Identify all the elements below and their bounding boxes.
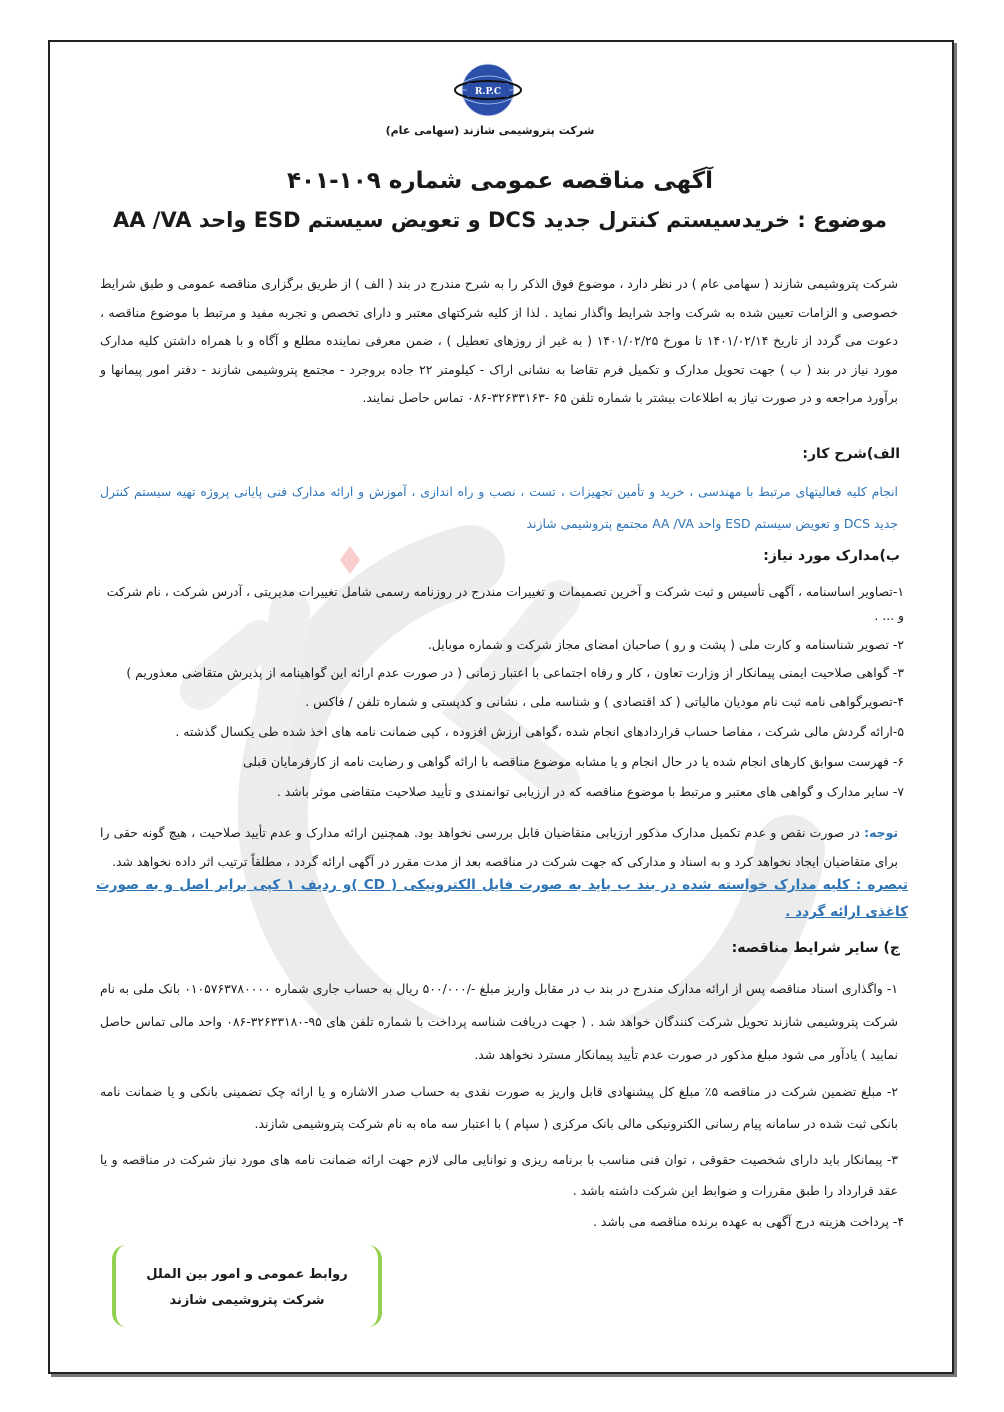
section-c-heading: ج) سایر شرایط مناقصه: bbox=[731, 940, 900, 956]
section-b-item-2: ۲- تصویر شناسنامه و کارت ملی ( پشت و رو ) صاحبان امضای مجاز شرکت و شماره موبایل. bbox=[427, 637, 904, 652]
rpc-logo-icon bbox=[452, 60, 522, 124]
note-text: در صورت نقص و عدم تکمیل مدارک مذکور ارزیابی متقاضیان قابل بررسی نخواهد بود. همچنین ارائه مدارک و عدم تأیید صلاحیت ، هیچ گونه حقی را برای متقاضیان ایجاد نخواهد کرد و به اسناد و مدارکی که جهت شرکت در مناقصه بعد از مدت مقرر در آگهی ارائه گردد ، مطلقاً ترتیب اثر داده نخواهد شد. bbox=[100, 825, 898, 869]
note-label: توجه: bbox=[864, 825, 898, 840]
signature-line-2: شرکت پتروشیمی شازند bbox=[169, 1293, 325, 1308]
section-a-body: انجام کلیه فعالیتهای مرتبط با مهندسی ، خرید و تأمین تجهیزات ، تست ، نصب و راه اندازی ، آموزش و ارائه مدارک فنی پایانی پروژه تهیه سیستم کنترل جدید DCS و تعویض سیستم ESD واحد AA /VA مجتمع پتروشیمی شازند bbox=[100, 484, 898, 531]
tender-title: آگهی مناقصه عمومی شماره ۱۰۹-۴۰۱ bbox=[286, 168, 714, 194]
signature-line-1: روابط عمومی و امور بین الملل bbox=[146, 1267, 348, 1282]
section-c-item-3: ۳- پیمانکار باید دارای شخصیت حقوقی ، توان فنی مناسب با برنامه ریزی و توانایی مالی لازم جهت ارائه ضمانت نامه های مورد نیاز شرکت در مناقصه و یا عقد قرارداد را طبق مقررات و ضوابط این شرکت داشته باشد . bbox=[100, 1152, 898, 1198]
signature-box bbox=[112, 1245, 382, 1327]
section-b-item-1: ۱-تصاویر اساسنامه ، آگهی تأسیس و ثبت شرکت و آخرین تصمیمات و تغییرات مندرج در روزنامه رسمی شامل تغییرات مدیریتی ، آدرس شرکت ، نام شرکت و ... . bbox=[106, 584, 904, 623]
section-b-item-4: ۴-تصویرگواهی نامه ثبت نام مودیان مالیاتی ( کد اقتصادی ) و شناسه ملی ، نشانی و کدپستی و شماره تلفن / فاکس . bbox=[305, 694, 904, 709]
company-caption: شرکت پتروشیمی شازند (سهامی عام) bbox=[385, 124, 595, 137]
tender-subject: موضوع : خریدسیستم کنترل جدید DCS و تعویض سیستم ESD واحد AA /VA bbox=[112, 208, 888, 232]
section-b-item-3: ۳- گواهی صلاحیت ایمنی پیمانکار از وزارت تعاون ، کار و رفاه اجتماعی با اعتبار زمانی ( در صورت عدم ارائه این گواهینامه از پذیرش متقاضی معذوریم ) bbox=[126, 665, 904, 680]
intro-paragraph: شرکت پتروشیمی شازند ( سهامی عام ) در نظر دارد ، موضوع فوق الذکر را به شرح مندرج در بند ( الف ) از طریق برگزاری مناقصه عمومی و طبق شرایط خصوصی و الزامات تعیین شده به شرکت واجد شرایط واگذار نماید . لذا از کلیه شرکتهای معتبر و دارای تخصص و تجربه مفید و مرتبط با موضوع مناقصه ، دعوت می گردد از تاریخ ۱۴۰۱/۰۲/۱۴ تا مورخ ۱۴۰۱/۰۲/۲۵ ( به غیر از روزهای تعطیل ) ، ضمن معرفی نماینده مطلع و آگاه و با همراه داشتن کلیه مدارک مورد نیاز در بند ( ب ) جهت تحویل مدارک و تکمیل فرم تقاضا به نشانی اراک - کیلومتر ۲۲ جاده بروجرد - مجتمع پتروشیمی شازند - دفتر امور پیمانها و برآورد مراجعه و در صورت نیاز به اطلاعات بیشتر با شماره تلفن ۶۵ -۳۲۶۳۳۱۶۳-۰۸۶ تماس حاصل نمایند. bbox=[100, 276, 898, 405]
section-b-item-6: ۶- فهرست سوابق کارهای انجام شده یا در حال انجام و یا مشابه موضوع مناقصه با ارائه گواهی و رضایت نامه از کارفرمایان قبلی bbox=[242, 754, 904, 769]
svg-text:R.P.C: R.P.C bbox=[474, 87, 502, 97]
section-c-item-1: ۱- واگذاری اسناد مناقصه پس از ارائه مدارک مندرج در بند ب در مقابل واریز مبلغ -/۵۰۰/۰۰۰ ریال به حساب جاری شماره ۰۱۰۵۷۶۳۷۸۰۰۰۰ بانک ملی به نام شرکت پتروشیمی شازند تحویل شرکت کنندگان خواهد شد . ( جهت دریافت شناسه پرداخت با شماره تلفن های ۹۵-۳۲۶۳۳۱۸۰-۰۸۶ واحد مالی تماس حاصل نمایید ) یادآور می شود مبلغ مذکور در صورت عدم تأیید پیمانکار مسترد نخواهد شد. bbox=[100, 981, 898, 1062]
section-b-item-7: ۷- سایر مدارک و گواهی های معتبر و مرتبط با موضوع مناقصه که در ارزیابی توانمندی و تأیید صلاحیت متقاضی موثر باشد . bbox=[276, 784, 904, 799]
section-c-item-4: ۴- پرداخت هزینه درج آگهی به عهده برنده مناقصه می باشد . bbox=[592, 1214, 904, 1229]
note-paragraph bbox=[100, 818, 898, 876]
section-b-item-5: ۵-ارائه گردش مالی شرکت ، مفاصا حساب قراردادهای انجام شده ،گواهی ارزش افزوده ، کپی ضمانت نامه های اخذ شده طی یکسال گذشته . bbox=[175, 724, 904, 739]
section-a-heading: الف)شرح کار: bbox=[802, 446, 900, 462]
tabsere-note: تبصره : کلیه مدارک خواسته شده در بند ب باید به صورت فایل الکترونیکی ( CD )و ردیف ۱ کپی برابر اصل و به صورت کاغذی ارائه گردد . bbox=[96, 877, 908, 920]
section-b-heading: ب)مدارک مورد نیاز: bbox=[763, 548, 900, 564]
section-c-item-2: ۲- مبلغ تضمین شرکت در مناقصه ۵٪ مبلغ کل پیشنهادی قابل واریز به صورت نقدی به حساب صدر الاشاره و یا ارائه چک تضمینی بانکی و یا ضمانت نامه بانکی ثبت شده در سامانه پیام رسانی الکترونیکی مالی بانک مرکزی ( سپام ) با اعتبار سه ماه به نام شرکت پتروشیمی شازند. bbox=[100, 1084, 898, 1131]
